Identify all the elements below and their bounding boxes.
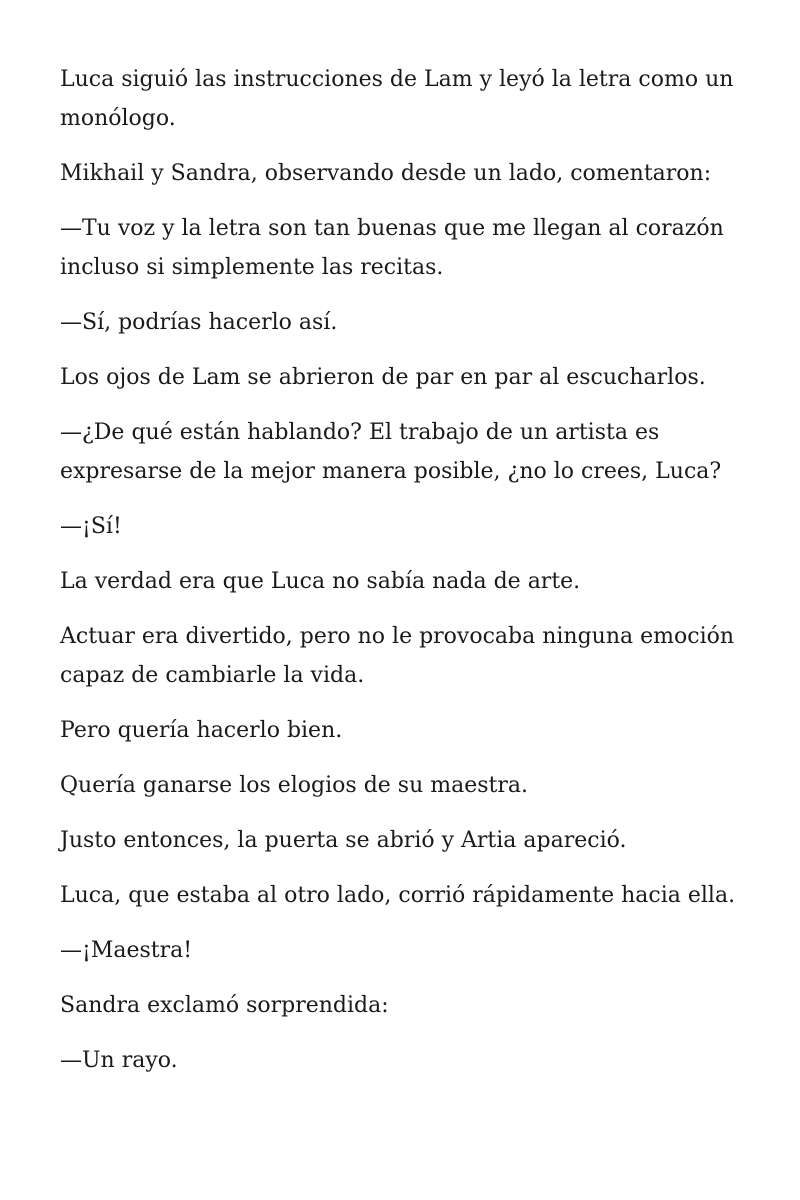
paragraph: Luca siguió las instrucciones de Lam y leyó la letra como un monólogo. bbox=[60, 67, 734, 131]
paragraph: Sandra exclamó sorprendida: bbox=[60, 993, 389, 1018]
paragraph: Quería ganarse los elogios de su maestra. bbox=[60, 773, 529, 798]
paragraph: Luca, que estaba al otro lado, corrió rápidamente hacia ella. bbox=[60, 883, 736, 908]
paragraph: —¡Sí! bbox=[60, 514, 122, 539]
paragraph: Justo entonces, la puerta se abrió y Artia apareció. bbox=[60, 828, 627, 853]
paragraph: Pero quería hacerlo bien. bbox=[60, 718, 343, 743]
document-page bbox=[60, 60, 750, 1096]
paragraph: —¡Maestra! bbox=[60, 938, 193, 963]
paragraph: Los ojos de Lam se abrieron de par en par al escucharlos. bbox=[60, 365, 706, 390]
paragraph: —Un rayo. bbox=[60, 1048, 178, 1073]
paragraph: —Tu voz y la letra son tan buenas que me llegan al corazón incluso si simplemente las recitas. bbox=[60, 216, 724, 280]
paragraph: Mikhail y Sandra, observando desde un lado, comentaron: bbox=[60, 161, 712, 186]
paragraph: Actuar era divertido, pero no le provocaba ninguna emoción capaz de cambiarle la vida. bbox=[60, 624, 735, 688]
paragraph: —¿De qué están hablando? El trabajo de un artista es expresarse de la mejor manera posible, ¿no lo crees, Luca? bbox=[60, 420, 722, 484]
paragraph: —Sí, podrías hacerlo así. bbox=[60, 310, 338, 335]
paragraph: La verdad era que Luca no sabía nada de arte. bbox=[60, 569, 581, 594]
